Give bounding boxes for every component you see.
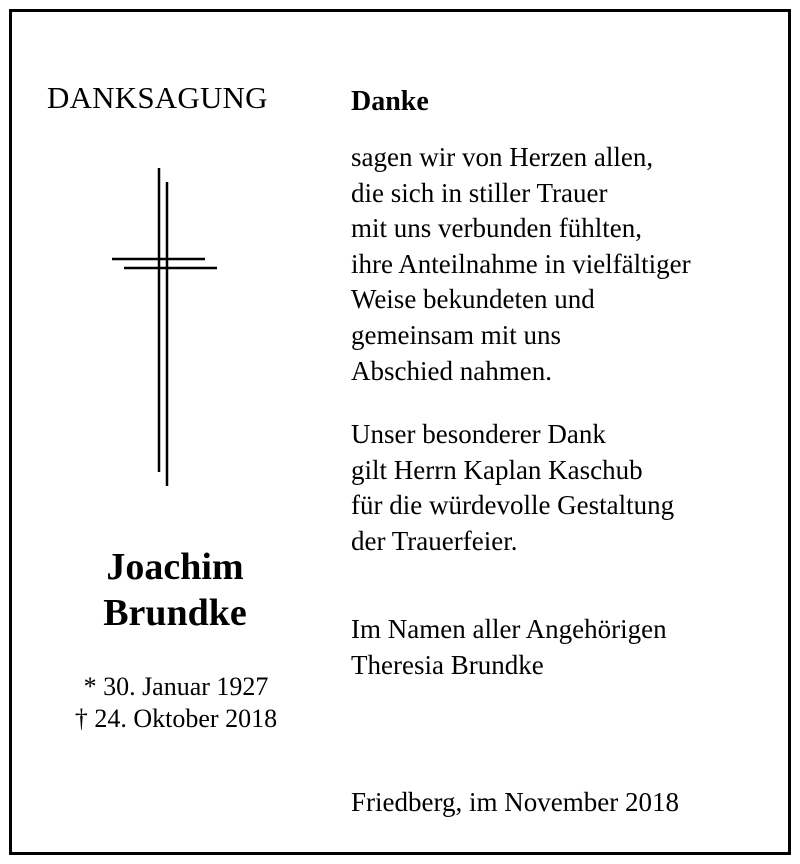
special-thanks-line: gilt Herrn Kaplan Kaschub (351, 454, 643, 485)
signature-line: Theresia Brundke (351, 649, 544, 680)
thanks-line: sagen wir von Herzen allen, (351, 142, 654, 172)
thanks-line: Weise bekundeten und (351, 284, 595, 315)
deceased-first-name: Joachim (106, 546, 244, 588)
thanks-line: Abschied nahmen. (351, 355, 552, 386)
death-date: † 24. Oktober 2018 (74, 704, 278, 733)
signature (351, 612, 667, 683)
thanks-line: mit uns verbunden fühlten, (351, 213, 642, 244)
special-thanks-line: für die würdevolle Gestaltung (351, 490, 675, 521)
thanks-line: ihre Anteilnahme in vielfältiger (351, 248, 691, 279)
thanks-line: gemeinsam mit uns (351, 319, 561, 350)
special-thanks-paragraph (351, 417, 674, 559)
deceased-last-name: Brundke (103, 592, 247, 634)
danke-heading: Danke (351, 86, 429, 117)
place-date: Friedberg, im November 2018 (351, 787, 679, 817)
birth-date: * 30. Januar 1927 (83, 672, 269, 701)
danksagung-heading: DANKSAGUNG (47, 80, 268, 115)
signature-line: Im Namen aller Angehörigen (351, 614, 667, 644)
special-thanks-line: der Trauerfeier. (351, 525, 518, 556)
thanks-line: die sich in stiller Trauer (351, 177, 608, 208)
thanks-paragraph (351, 140, 691, 389)
special-thanks-line: Unser besonderer Dank (351, 419, 606, 449)
